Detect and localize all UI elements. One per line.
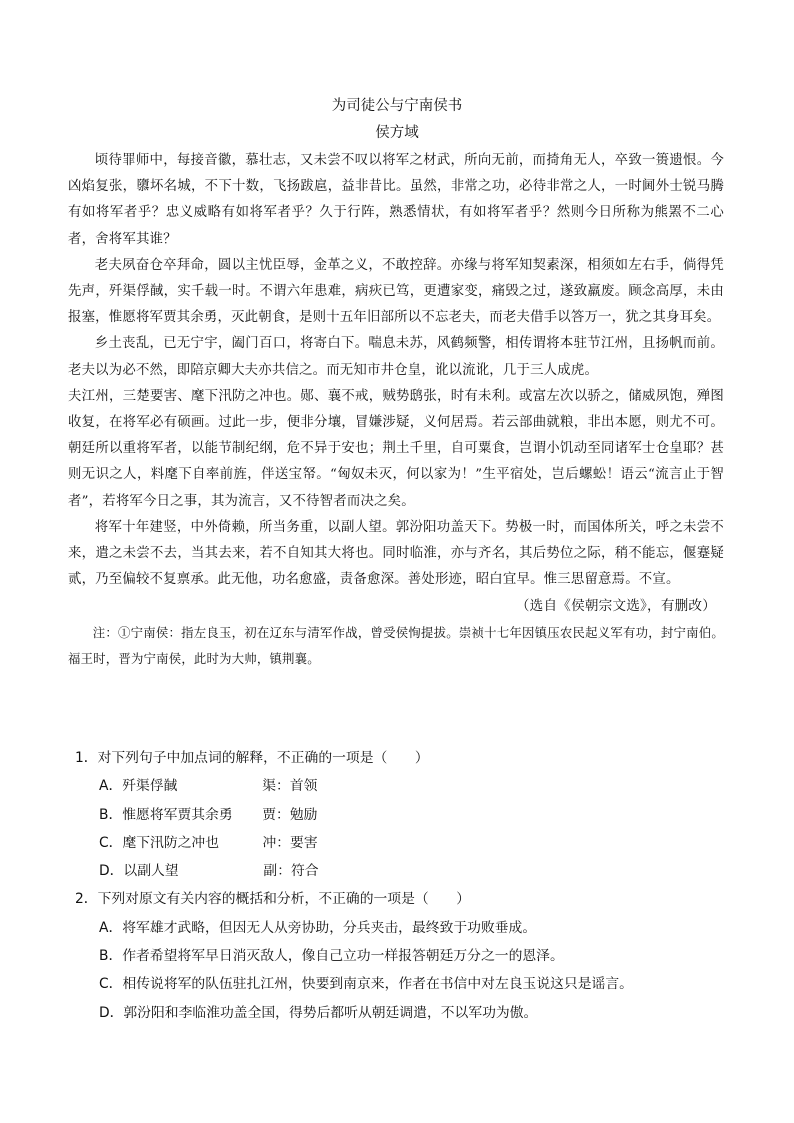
question-stem: 1．对下列句子中加点词的解释，不正确的一项是（ ） <box>75 750 429 766</box>
paragraph-5: 将军十年建竖，中外倚赖，所当务重，以副人望。郭汾阳功盖天下。势极一时，而国体所关，呼之未尝不来，遣之未尝不去，当其去来，若不自知其大将也。同时临淮，亦与齐名，其后势位之际，稍不能忘，偃蹇疑贰，乃至偏较不复禀承。此无他，功名愈盛，责备愈深。善处形迹，昭白宜早。惟三思留意焉。不宣。 <box>68 519 724 588</box>
option-label: A． <box>99 919 123 936</box>
option-text: 作者希望将军早日消灭敌人，像自己立功一样报答朝廷万分之一的恩泽。 <box>122 948 564 965</box>
option-gloss: 冲：要害 <box>262 834 318 851</box>
questions <box>75 744 725 1027</box>
option-label: C． <box>99 976 123 993</box>
option-label: B． <box>99 948 123 965</box>
option-text: 郭汾阳和李临淮功盖全国，得势后都听从朝廷调遣，不以军功为傲。 <box>123 1004 538 1021</box>
option-gloss: 贾：勉励 <box>262 806 318 823</box>
option-label: C． <box>99 834 123 851</box>
option-a[interactable] <box>75 914 725 942</box>
question-stem: 2．下列对原文有关内容的概括和分析，不正确的一项是（ ） <box>75 891 471 908</box>
passage <box>68 148 724 672</box>
option-sentence: 以副人望 <box>123 863 179 880</box>
paragraph-1: 顷待罪师中，每接音徽，慕壮志，又未尝不叹以将军之材武，所向无前，而掎角无人，卒致一篑遗恨。今凶焰复张，隳坏名城，不下十数，飞扬跋扈，益非昔比。虽然，非常之功，必待非常之人，一时阃外士锐马腾有如将军者乎？忠义威略有如将军者乎？久于行阵，熟悉情状，有如将军者乎？然则今日所称为熊罴不二心者，舍将军其谁？ <box>68 153 724 247</box>
option-gloss: 副：符合 <box>263 863 319 880</box>
option-sentence: 惟愿将军贾其余勇 <box>122 806 233 823</box>
source-citation: （选自《侯朝宗文选》，有删改） <box>515 598 716 615</box>
option-c[interactable] <box>75 970 725 998</box>
option-b[interactable] <box>75 942 725 970</box>
question-1 <box>75 744 725 885</box>
option-d[interactable] <box>75 999 725 1027</box>
option-sentence: 歼渠俘馘 <box>122 778 178 795</box>
option-label: B． <box>99 806 123 823</box>
question-2 <box>75 885 725 1026</box>
option-c[interactable] <box>75 829 725 857</box>
option-d[interactable] <box>75 857 725 885</box>
option-label: D． <box>99 1004 124 1021</box>
footnote: 注：①宁南侯：指左良玉，初在辽东与清军作战，曾受侯恂提拔。崇祯十七年因镇压农民起义军有功，封宁南伯。福王时，晋为宁南侯，此时为大帅，镇荆襄。 <box>68 624 724 666</box>
paragraph-4: 夫江州，三楚要害、麾下汛防之冲也。郧、襄不戒，贼势鸱张，时有未利。或富左次以骄之，储威夙饱，殚图收复，在将军必有硕画。过此一步，便非分壤，冒嫌涉疑，义何居焉。若云部曲就粮，非出本愿，则尤不可。朝廷所以重将军者，以能节制纪纲，危不异于安也；荆土千里，自可粟食，岂谓小饥动至同诸军士仓皇耶？甚则无识之人，料麾下自率前旌，伴送宝帑。“匈奴未灭，何以家为！”生平宿处，岂后螺蚣！语云“流言止于智者”，若将军今日之事，其为流言，又不待智者而决之矣。 <box>68 388 724 509</box>
option-label: A． <box>99 778 123 795</box>
option-b[interactable] <box>75 801 725 829</box>
option-sentence: 麾下汛防之冲也 <box>122 834 220 851</box>
option-text: 相传说将军的队伍驻扎江州，快要到南京来，作者在书信中对左良玉说这只是谣言。 <box>122 976 633 993</box>
paragraph-3: 乡土丧乱，已无宁宇，阖门百口，将寄白下。喘息未苏，风鹤频警，相传谓将本驻节江州，且扬帆而前。老夫以为必不然，即陪京卿大夫亦共信之。而无知市井仓皇，讹以流讹，几于三人成虎。 <box>68 336 724 378</box>
document-author: 侯方域 <box>375 125 419 141</box>
document-title: 为司徒公与宁南侯书 <box>331 98 463 114</box>
option-label: D． <box>99 863 124 880</box>
option-a[interactable] <box>75 772 725 800</box>
option-text: 将军雄才武略，但因无人从旁协助，分兵夹击，最终致于功败垂成。 <box>122 919 537 936</box>
option-gloss: 渠：首领 <box>262 778 318 795</box>
paragraph-2: 老夫夙奋仓卒拜命，圆以主忧臣辱，金革之义，不敢控辞。亦缘与将军知契素深，相须如左右手，倘得凭先声，歼渠俘馘，实千载一时。不谓六年患难，病疢已笃，更遭家变，痛毁之过，遂致羸废。顾念高厚，未由报塞，惟愿将军贾其余勇，灭此朝食，是则十五年旧部所以不忘老夫，而老夫借手以答万一，犹之其身耳矣。 <box>68 257 724 326</box>
